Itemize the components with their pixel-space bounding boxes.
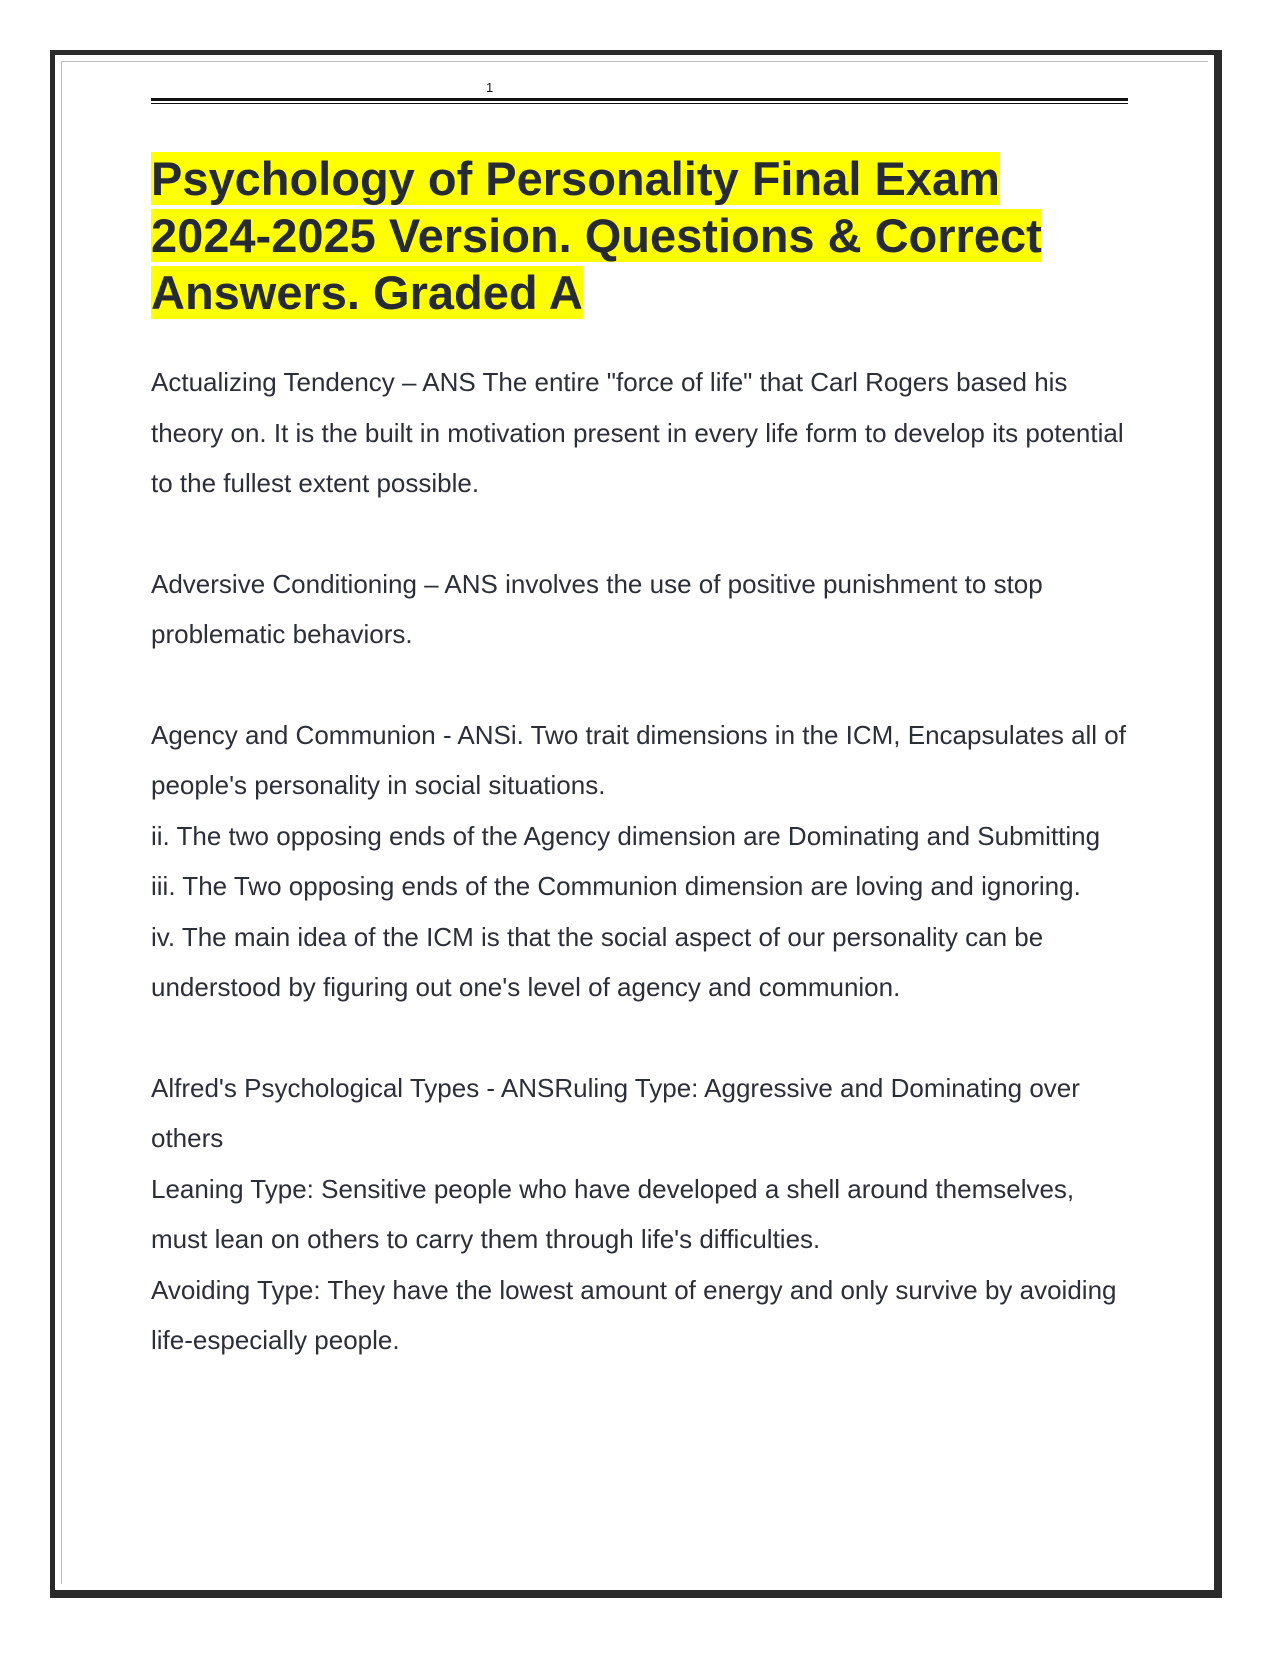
header-rule bbox=[151, 98, 1128, 101]
entry-text: Actualizing Tendency – ANS The entire "force of life" that Carl Rogers based his theory on. It is the built in motivation present in every life form to develop its potential to the fullest extent possible. bbox=[151, 367, 1124, 498]
glossary-entry-agency-and-communion bbox=[151, 710, 1131, 1013]
page-number: 1 bbox=[486, 80, 494, 95]
entry-text: iii. The Two opposing ends of the Communion dimension are loving and ignoring. bbox=[151, 871, 1081, 901]
glossary-entry-adversive-conditioning bbox=[151, 559, 1131, 660]
entry-text: Alfred's Psychological Types - ANSRuling Type: Aggressive and Dominating over others bbox=[151, 1072, 1080, 1153]
glossary-entry-actualizing-tendency bbox=[151, 357, 1131, 509]
entry-text: Leaning Type: Sensitive people who have developed a shell around themselves, must lean on others to carry them through life's difficulties. bbox=[151, 1173, 1075, 1254]
entry-text: ii. The two opposing ends of the Agency dimension are Dominating and Submitting bbox=[151, 820, 1101, 851]
header-rule-thin bbox=[151, 103, 1128, 104]
entry-text: Agency and Communion - ANSi. Two trait dimensions in the ICM, Encapsulates all of people's personality in social situations. bbox=[151, 719, 1126, 800]
entry-text: Avoiding Type: They have the lowest amount of energy and only survive by avoiding life-especially people. bbox=[151, 1274, 1117, 1355]
document-body bbox=[151, 150, 1131, 1416]
document-title-highlight: Psychology of Personality Final Exam 2024-2025 Version. Questions & Correct Answers. Graded A bbox=[151, 152, 1042, 319]
glossary-entry-alfreds-psychological-types bbox=[151, 1063, 1131, 1366]
entry-text: iv. The main idea of the ICM is that the social aspect of our personality can be understood by figuring out one's level of agency and communion. bbox=[151, 921, 1044, 1002]
document-title bbox=[151, 150, 1131, 321]
entry-text: Adversive Conditioning – ANS involves the use of positive punishment to stop problematic behaviors. bbox=[151, 568, 1043, 649]
